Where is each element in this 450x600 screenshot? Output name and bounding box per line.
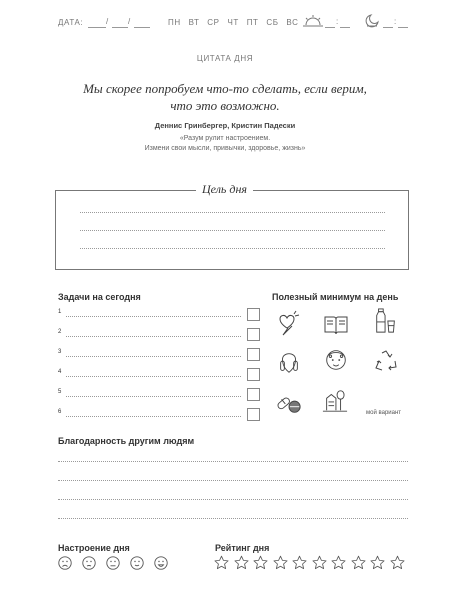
rating-star-icon[interactable]	[214, 555, 229, 570]
carrot-heart-icon[interactable]	[276, 310, 302, 336]
gratitude-line[interactable]	[58, 461, 408, 462]
task-number: 2	[58, 329, 62, 335]
quote-line-1: Мы скорее попробуем что-то сделать, если верим,	[83, 81, 367, 96]
very-sad-face-icon[interactable]	[58, 556, 72, 570]
quote-section-title: ЦИТАТА ДНЯ	[196, 54, 254, 63]
rating-star-icon[interactable]	[253, 555, 268, 570]
rating-star-icon[interactable]	[292, 555, 307, 570]
water-bottle-icon[interactable]	[373, 308, 399, 334]
weekday-row	[168, 18, 303, 27]
rating-star-icon[interactable]	[312, 555, 327, 570]
quote-line-2: что это возможно.	[170, 98, 280, 113]
quote-source-line-1: «Разум рулит настроением.	[179, 135, 271, 142]
task-checkbox[interactable]	[247, 408, 260, 421]
rating-star-icon[interactable]	[370, 555, 385, 570]
minimum-title: Полезный минимум на день	[272, 292, 399, 302]
goal-title: Цель дня	[196, 182, 253, 197]
rating-star-icon[interactable]	[390, 555, 405, 570]
happy-face-icon[interactable]	[130, 556, 144, 570]
weekday-sat[interactable]: СБ	[266, 18, 279, 27]
weekday-wed[interactable]: СР	[207, 18, 220, 27]
sunrise-icon	[303, 14, 323, 28]
task-number: 6	[58, 409, 62, 415]
rating-star-icon[interactable]	[273, 555, 288, 570]
weekday-fri[interactable]: ПТ	[246, 18, 259, 27]
gratitude-line[interactable]	[58, 499, 408, 500]
weekday-thu[interactable]: ЧТ	[227, 18, 239, 27]
quote-source-line-2: Измени свои мысли, привычки, здоровье, жизнь»	[144, 145, 306, 152]
task-number: 3	[58, 349, 62, 355]
gratitude-line[interactable]	[58, 480, 408, 481]
very-happy-face-icon[interactable]	[154, 556, 168, 570]
quote-author: Деннис Гринбергер, Кристин Падески	[154, 121, 296, 130]
goal-line[interactable]	[80, 248, 385, 249]
recycle-icon[interactable]	[373, 349, 399, 375]
task-checkbox[interactable]	[247, 368, 260, 381]
rating-title: Рейтинг дня	[215, 543, 270, 553]
task-line[interactable]	[66, 396, 241, 397]
task-number: 1	[58, 309, 62, 315]
sunrise-time-field[interactable]: :	[325, 16, 351, 28]
book-icon[interactable]	[323, 312, 349, 338]
jump-rope-icon[interactable]	[276, 350, 302, 376]
task-line[interactable]	[66, 416, 241, 417]
gratitude-title: Благодарность другим людям	[58, 436, 195, 446]
goal-line[interactable]	[80, 212, 385, 213]
task-checkbox[interactable]	[247, 308, 260, 321]
task-line[interactable]	[66, 316, 241, 317]
weekday-mon[interactable]: ПН	[168, 18, 181, 27]
task-number: 5	[58, 389, 62, 395]
rating-star-icon[interactable]	[234, 555, 249, 570]
gratitude-line[interactable]	[58, 518, 408, 519]
pills-icon[interactable]	[276, 390, 302, 416]
moon-cloud-icon	[363, 13, 381, 28]
goal-line[interactable]	[80, 230, 385, 231]
date-field[interactable]: / /	[88, 16, 150, 28]
task-line[interactable]	[66, 376, 241, 377]
task-checkbox[interactable]	[247, 348, 260, 361]
task-line[interactable]	[66, 336, 241, 337]
custom-option-label[interactable]: мой вариант	[366, 410, 402, 416]
task-checkbox[interactable]	[247, 328, 260, 341]
neutral-face-icon[interactable]	[106, 556, 120, 570]
walk-outdoors-icon[interactable]	[322, 388, 348, 414]
task-number: 4	[58, 369, 62, 375]
mood-title: Настроение дня	[58, 543, 130, 553]
face-mask-icon[interactable]	[323, 347, 349, 373]
tasks-title: Задачи на сегодня	[58, 292, 141, 302]
weekday-tue[interactable]: ВТ	[188, 18, 200, 27]
rating-star-icon[interactable]	[351, 555, 366, 570]
task-line[interactable]	[66, 356, 241, 357]
rating-star-icon[interactable]	[331, 555, 346, 570]
date-label: ДАТА:	[58, 18, 84, 27]
weekday-sun[interactable]: ВС	[286, 18, 299, 27]
sunset-time-field[interactable]: :	[383, 16, 409, 28]
task-checkbox[interactable]	[247, 388, 260, 401]
sad-face-icon[interactable]	[82, 556, 96, 570]
